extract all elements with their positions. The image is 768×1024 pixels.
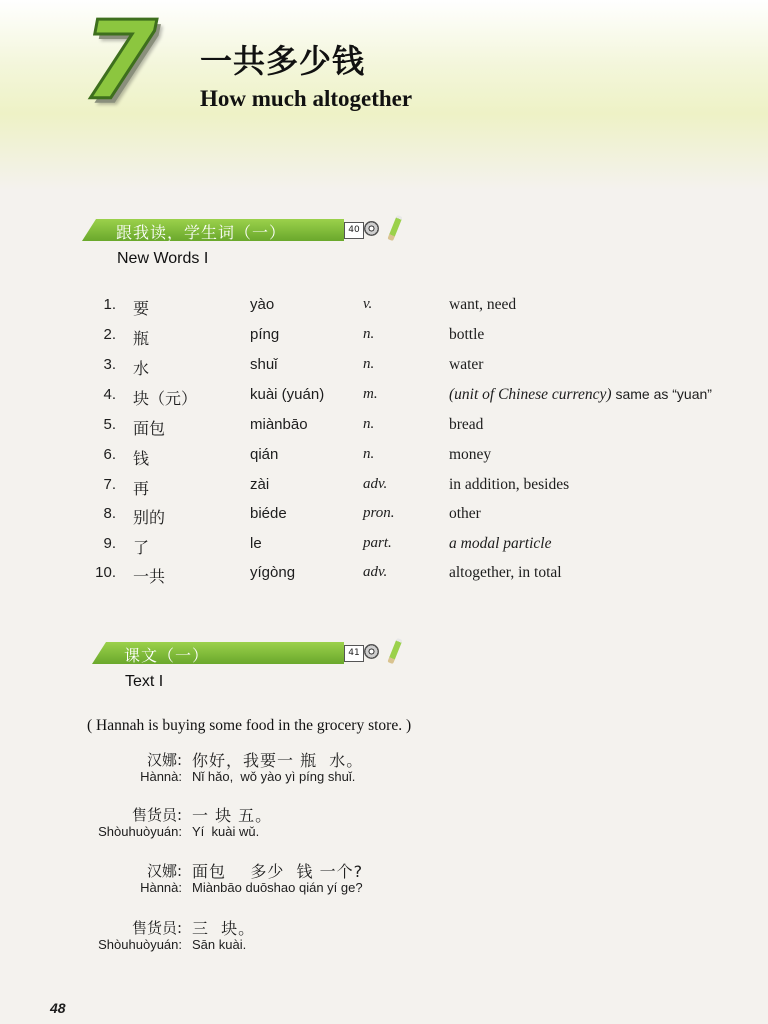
vocab-part-of-speech: adv. xyxy=(363,476,388,492)
new-words-banner-text: 跟我读，学生词（一） xyxy=(116,223,287,242)
line-pinyin: Miànbāo duōshao qián yí ge? xyxy=(192,880,363,895)
page-number: 48 xyxy=(50,1000,66,1016)
line-pinyin: Nǐ hǎo, wǒ yào yì píng shuǐ. xyxy=(192,769,356,784)
speaker-hanzi: 售货员: xyxy=(131,806,182,824)
vocab-hanzi: 要 xyxy=(133,299,150,318)
vocab-definition: bread xyxy=(449,416,484,433)
vocab-definition: water xyxy=(449,356,484,373)
vocab-row xyxy=(0,416,768,440)
vocab-definition-italic: a modal particle xyxy=(449,535,552,552)
vocab-number: 2. xyxy=(103,326,116,343)
vocab-part-of-speech: pron. xyxy=(363,505,395,521)
line-hanzi: 三 块。 xyxy=(192,919,256,938)
vocab-definition: want, need xyxy=(449,296,517,313)
vocab-pinyin: yào xyxy=(250,296,275,313)
vocab-part-of-speech: n. xyxy=(363,326,375,342)
vocab-hanzi: 瓶 xyxy=(133,329,150,348)
new-words-subtitle: New Words I xyxy=(117,250,209,267)
vocab-hanzi: 面包 xyxy=(133,419,166,438)
vocab-pinyin: miànbāo xyxy=(250,416,308,433)
speaker-pinyin: Shòuhuòyuán: xyxy=(98,937,182,952)
line-hanzi: 一 块 五。 xyxy=(192,806,273,825)
vocab-definition: other xyxy=(449,505,481,522)
cd-icon[interactable] xyxy=(364,644,379,659)
vocab-row xyxy=(0,535,768,559)
vocab-pinyin: yígòng xyxy=(250,564,296,581)
vocab-part-of-speech: n. xyxy=(363,446,375,462)
speaker-hanzi: 汉娜: xyxy=(146,862,182,880)
cd-icon[interactable] xyxy=(364,221,379,236)
vocab-definition: in addition, besides xyxy=(449,476,570,493)
vocab-definition: bottle xyxy=(449,326,485,343)
vocab-row xyxy=(0,356,768,380)
speaker-pinyin: Shòuhuòyuán: xyxy=(98,824,182,839)
speaker-hanzi: 售货员: xyxy=(131,919,182,937)
vocab-definition-italic: (unit of Chinese currency) xyxy=(449,386,612,403)
line-pinyin: Sān kuài. xyxy=(192,937,247,952)
text-banner-text: 课文（一） xyxy=(124,646,210,665)
vocab-number: 6. xyxy=(103,446,116,463)
speaker-pinyin: Hànnà: xyxy=(140,769,182,784)
vocab-hanzi: 钱 xyxy=(133,449,150,468)
new-words-banner xyxy=(82,219,412,241)
vocab-row xyxy=(0,476,768,500)
vocab-hanzi: 别的 xyxy=(133,508,166,527)
vocab-pinyin: shuǐ xyxy=(250,356,278,373)
vocab-definition xyxy=(449,535,551,553)
scene-description: ( Hannah is buying some food in the grocery store. ) xyxy=(87,717,412,734)
vocab-pinyin: zài xyxy=(250,476,270,493)
vocab-row xyxy=(0,296,768,320)
vocab-number: 5. xyxy=(103,416,116,433)
audio-track-badge[interactable]: 41 xyxy=(344,645,364,662)
speaker-hanzi: 汉娜: xyxy=(146,751,182,769)
vocab-definition-rest: same as “yuan” xyxy=(611,386,712,402)
vocab-pinyin: qián xyxy=(250,446,279,463)
vocab-part-of-speech: n. xyxy=(363,416,375,432)
line-hanzi: 你好，我要一 瓶 水。 xyxy=(192,751,364,770)
vocab-pinyin: biéde xyxy=(250,505,287,522)
vocab-hanzi: 了 xyxy=(133,538,150,557)
vocab-number: 1. xyxy=(103,296,116,313)
text-banner xyxy=(92,642,412,664)
vocab-row xyxy=(0,505,768,529)
vocab-part-of-speech: adv. xyxy=(363,564,388,580)
vocab-part-of-speech: part. xyxy=(363,535,392,551)
vocab-number: 8. xyxy=(103,505,116,522)
speaker-pinyin: Hànnà: xyxy=(140,880,182,895)
lesson-title-chinese: 一共多少钱 xyxy=(200,42,366,80)
vocab-row xyxy=(0,326,768,350)
vocab-hanzi: 水 xyxy=(133,359,150,378)
vocab-definition: money xyxy=(449,446,492,463)
vocab-row xyxy=(0,386,768,410)
vocab-pinyin: kuài (yuán) xyxy=(250,386,325,403)
vocab-hanzi: 块（元） xyxy=(133,389,198,408)
audio-track-badge[interactable]: 40 xyxy=(344,222,364,239)
vocab-number: 3. xyxy=(103,356,116,373)
vocab-part-of-speech: v. xyxy=(363,296,373,312)
vocab-part-of-speech: n. xyxy=(363,356,375,372)
vocab-part-of-speech: m. xyxy=(363,386,378,402)
vocab-row xyxy=(0,446,768,470)
pencil-icon xyxy=(387,638,402,664)
vocab-number: 7. xyxy=(103,476,116,493)
vocab-definition xyxy=(449,386,712,404)
vocab-row xyxy=(0,564,768,588)
vocab-pinyin: le xyxy=(250,535,262,552)
lesson-title-english: How much altogether xyxy=(200,86,413,111)
vocab-definition: altogether, in total xyxy=(449,564,562,581)
vocab-hanzi: 一共 xyxy=(133,567,166,586)
vocab-number: 9. xyxy=(103,535,116,552)
vocab-number: 10. xyxy=(95,564,116,581)
lesson-number: 7 xyxy=(82,0,158,124)
vocab-pinyin: píng xyxy=(250,326,280,343)
line-pinyin: Yí kuài wǔ. xyxy=(192,824,260,839)
line-hanzi: 面包 多少 钱 一个? xyxy=(192,862,364,881)
vocab-hanzi: 再 xyxy=(133,479,150,498)
vocab-number: 4. xyxy=(103,386,116,403)
text-subtitle: Text I xyxy=(125,673,164,690)
pencil-icon xyxy=(387,215,402,241)
